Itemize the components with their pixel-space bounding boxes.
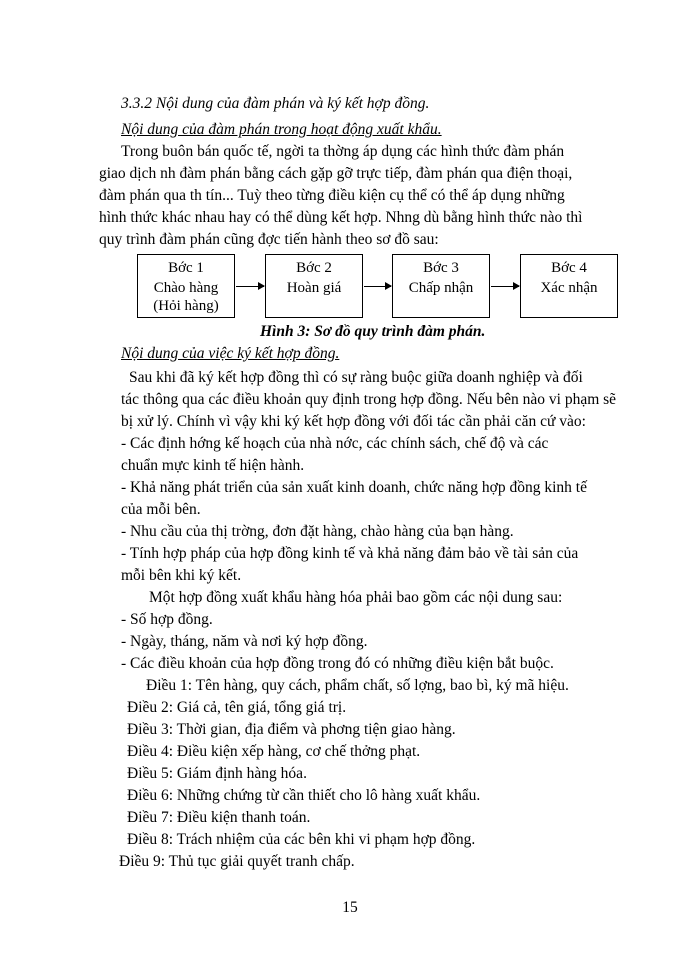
diagram-step-1: [137, 254, 235, 318]
clause-item: Điều 3: Thời gian, địa điểm và phơng tiện giao hàng.: [127, 721, 456, 738]
section-title: 3.3.2 Nội dung của đàm phán và ký kết hợp đồng.: [121, 95, 430, 112]
clause-item: Điều 2: Giá cả, tên giá, tổng giá trị.: [127, 699, 347, 716]
paragraph-line: hình thức khác nhau hay có thể dùng kết hợp. Nhng dù bằng hình thức nào thì: [99, 209, 583, 226]
step-text: Chấp nhận: [408, 280, 474, 296]
arrow-right-icon: [491, 286, 519, 287]
paragraph-line: Trong buôn bán quốc tế, ngời ta thờng áp dụng các hình thức đàm phán: [121, 143, 565, 160]
step-label: Bớc 1: [168, 260, 204, 276]
clause-item: Điều 9: Thủ tục giải quyết tranh chấp.: [119, 853, 355, 870]
clause-item: Điều 4: Điều kiện xếp hàng, cơ chế thởng phạt.: [127, 743, 421, 760]
clause-item: Điều 5: Giám định hàng hóa.: [127, 765, 307, 782]
paragraph-line: Sau khi đã ký kết hợp đồng thì có sự ràng buộc giữa doanh nghiệp và đối: [129, 369, 583, 386]
clause-item: Điều 8: Trách nhiệm của các bên khi vi phạm hợp đồng.: [127, 831, 476, 848]
bullet-line: - Tính hợp pháp của hợp đồng kinh tế và khả năng đảm bảo về tài sản của: [121, 545, 579, 562]
bullet-line: - Số hợp đồng.: [121, 611, 213, 628]
clause-item: Điều 1: Tên hàng, quy cách, phẩm chất, số lợng, bao bì, ký mã hiệu.: [146, 677, 569, 694]
paragraph-line: quy trình đàm phán cũng đợc tiến hành theo sơ đồ sau:: [99, 231, 439, 248]
clause-item: Điều 6: Những chứng từ cần thiết cho lô hàng xuất khẩu.: [127, 787, 481, 804]
clause-item: Điều 7: Điều kiện thanh toán.: [127, 809, 311, 826]
bullet-line: - Nhu cầu của thị trờng, đơn đặt hàng, chào hàng của bạn hàng.: [121, 523, 514, 540]
page-number: 15: [342, 899, 358, 916]
paragraph-line: chuẩn mực kinh tế hiện hành.: [121, 457, 305, 474]
step-text: Xác nhận: [540, 280, 598, 296]
bullet-line: - Ngày, tháng, năm và nơi ký hợp đồng.: [121, 633, 368, 650]
step-text: (Hỏi hàng): [153, 298, 219, 314]
bullet-line: - Khả năng phát triển của sản xuất kinh doanh, chức năng hợp đồng kinh tế: [121, 479, 587, 496]
bullet-line: - Các định hớng kế hoạch của nhà nớc, các chính sách, chế độ và các: [121, 435, 549, 452]
paragraph-line: của mỗi bên.: [121, 501, 201, 518]
step-label: Bớc 2: [296, 260, 332, 276]
diagram-step-4: [520, 254, 618, 318]
step-label: Bớc 4: [551, 260, 587, 276]
paragraph-line: Một hợp đồng xuất khẩu hàng hóa phải bao gồm các nội dung sau:: [149, 589, 563, 606]
subheading-negotiation: Nội dung của đàm phán trong hoạt động xuất khẩu.: [121, 121, 442, 138]
diagram-step-2: [265, 254, 363, 318]
paragraph-line: tác thông qua các điều khoản quy định trong hợp đồng. Nếu bên nào vi phạm sẽ: [121, 391, 617, 408]
arrow-right-icon: [364, 286, 391, 287]
paragraph-line: giao dịch nh đàm phán bằng cách gặp gỡ trực tiếp, đàm phán qua điện thoại,: [99, 165, 573, 182]
arrow-right-icon: [236, 286, 264, 287]
step-text: Chào hàng: [153, 280, 219, 296]
step-label: Bớc 3: [423, 260, 459, 276]
diagram-step-3: [392, 254, 490, 318]
figure-caption: Hình 3: Sơ đồ quy trình đàm phán.: [260, 323, 486, 340]
paragraph-line: mỗi bên khi ký kết.: [121, 567, 242, 584]
paragraph-line: đàm phán qua th tín... Tuỳ theo từng điều kiện cụ thể có thể áp dụng những: [99, 187, 565, 204]
paragraph-line: bị xử lý. Chính vì vậy khi ký kết hợp đồng với đối tác cần phải căn cứ vào:: [121, 413, 586, 430]
subheading-contract: Nội dung của việc ký kết hợp đồng.: [121, 345, 340, 362]
step-text: Hoàn giá: [286, 280, 342, 296]
bullet-line: - Các điều khoản của hợp đồng trong đó có những điều kiện bắt buộc.: [121, 655, 554, 672]
